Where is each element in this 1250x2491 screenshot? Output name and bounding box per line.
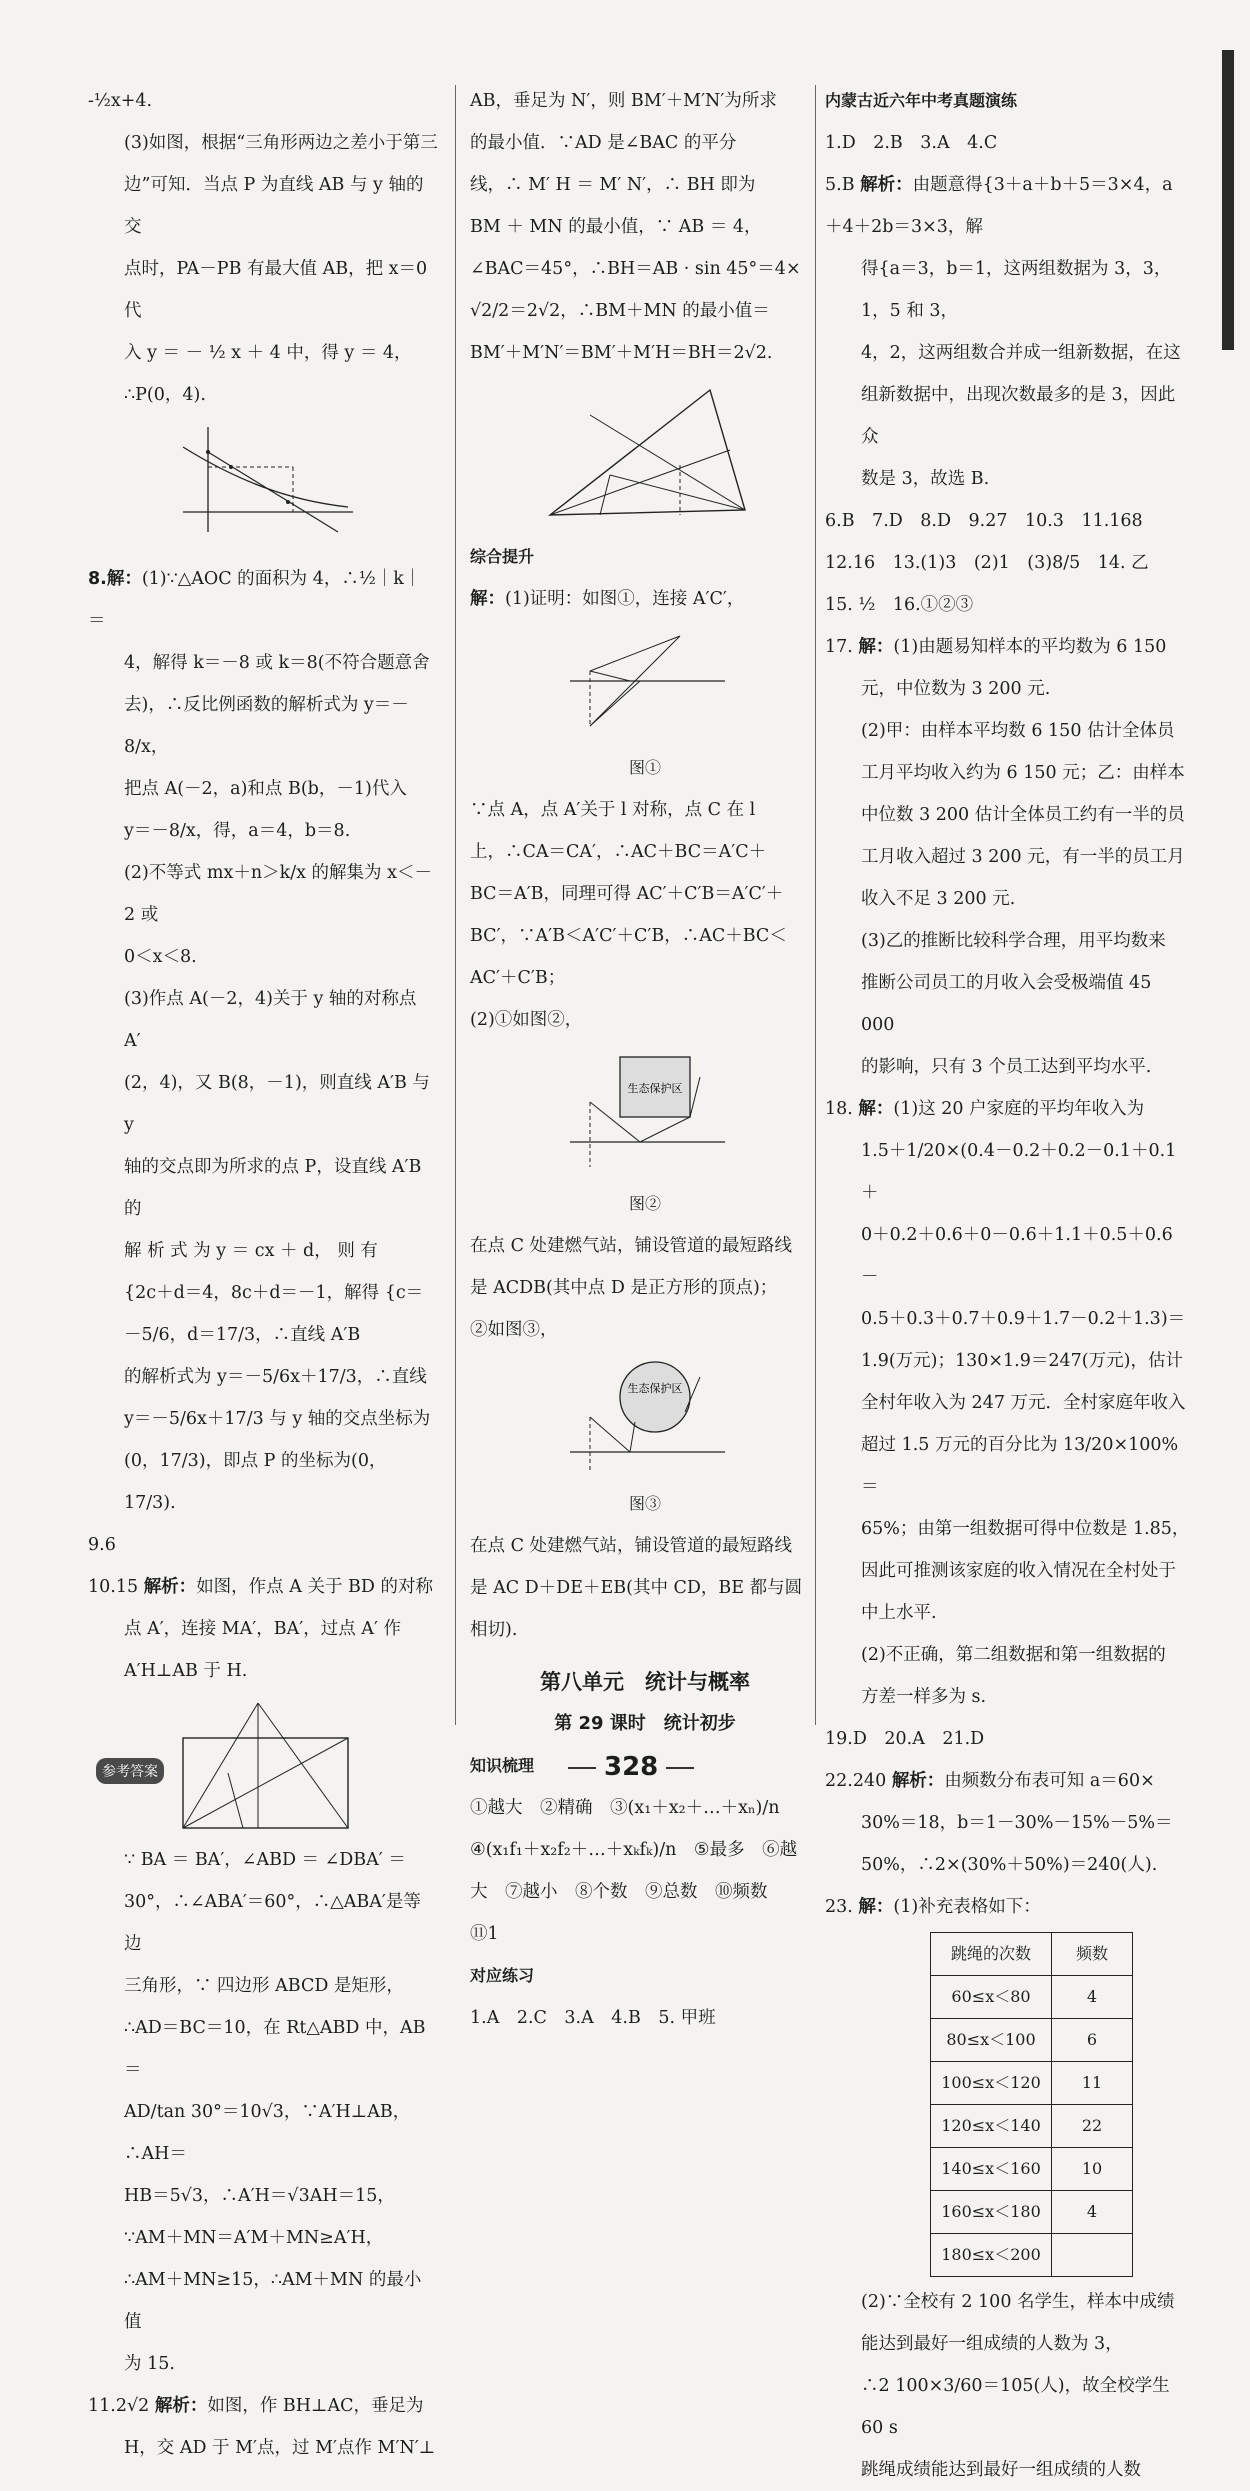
text-line: 超过 1.5 万元的百分比为 13/20×100%＝ <box>861 1435 1179 1497</box>
text-line: 30°，∴∠ABA′＝60°，∴△ABA′是等边 <box>124 1892 421 1954</box>
section-heading: 综合提升 <box>470 547 535 566</box>
table-row <box>931 2234 1133 2277</box>
section-heading: 内蒙古近六年中考真题演练 <box>825 91 1018 110</box>
text-line: 推断公司员工的月收入会受极端值 45 000 <box>861 973 1152 1035</box>
text-line: (1)由题易知样本的平均数为 6 150 <box>893 637 1167 657</box>
question-number: 22.240 <box>825 1771 887 1791</box>
text-line: 12.16 13.(1)3 (2)1 (3)8/5 14. 乙 <box>825 553 1149 573</box>
figure-label: 生态保护区 <box>627 1382 683 1395</box>
text-line: ②如图③， <box>470 1320 558 1340</box>
column-divider <box>455 85 456 1725</box>
text-line: 点 A′，连接 MA′，BA′，过点 A′ 作 <box>124 1619 401 1639</box>
table-row <box>931 2062 1133 2105</box>
text-line: 4，2，这两组数合并成一组新数据，在这 <box>861 343 1181 363</box>
frequency-table <box>930 1932 1133 2277</box>
text-line: 轴的交点即为所求的点 P，设直线 A′B 的 <box>124 1157 422 1219</box>
text-line: 线，∴ M′ H ＝ M′ N′，∴ BH 即为 <box>470 175 756 195</box>
text-line: (2)不正确，第二组数据和第一组数据的 <box>861 1645 1166 1665</box>
text-line: 跳绳成绩能达到最好一组成绩的人数 <box>861 2460 1141 2480</box>
figure-1-reflection <box>560 626 730 741</box>
table-cell: 11 <box>1052 2062 1133 2105</box>
analysis-label: 解析： <box>860 175 913 195</box>
footer-tag: 参考答案 <box>96 1758 164 1784</box>
table-row <box>931 1976 1133 2019</box>
text-line: (3)如图，根据“三角形两边之差小于第三 <box>124 133 438 153</box>
text-line: 大 ⑦越小 ⑧个数 ⑨总数 ⑩频数 <box>470 1882 768 1902</box>
text-line: 1.9(万元)；130×1.9＝247(万元)，估计 <box>861 1351 1183 1371</box>
table-row <box>931 2105 1133 2148</box>
text-line: 三角形，∵ 四边形 ABCD 是矩形， <box>124 1976 404 1996</box>
text-line: -½x+4. <box>88 91 153 111</box>
table-cell: 4 <box>1052 1976 1133 2019</box>
text-line: ∵AM＋MN＝A′M＋MN≥A′H， <box>124 2228 384 2248</box>
table-cell: 4 <box>1052 2191 1133 2234</box>
text-line: ①越大 ②精确 ③(x₁＋x₂＋…＋xₙ)/n <box>470 1798 780 1818</box>
text-line: 如图，作 BH⊥AC，垂足为 <box>207 2396 424 2416</box>
text-line: ∵ BA ＝ BA′，∠ABD ＝ ∠DBA′ ＝ <box>124 1850 406 1870</box>
figure-caption: 图③ <box>628 1494 661 1513</box>
table-cell: 6 <box>1052 2019 1133 2062</box>
text-line: BC＝A′B，同理可得 AC′＋C′B＝A′C′＋ <box>470 884 784 904</box>
text-line: 0＜x＜8. <box>124 947 197 967</box>
question-number: 11.2√2 <box>88 2396 150 2416</box>
text-line: 工月收入超过 3 200 元，有一半的员工月 <box>861 847 1185 867</box>
text-line: A′H⊥AB 于 H. <box>124 1661 248 1681</box>
text-line: AC′＋C′B； <box>470 968 566 988</box>
text-line: (0，17/3)，即点 P 的坐标为(0，17/3). <box>124 1451 387 1513</box>
text-line: 0.5＋0.3＋0.7＋0.9＋1.7－0.2＋1.3)＝ <box>861 1309 1186 1329</box>
figure-3-circle-zone <box>560 1357 730 1477</box>
text-line: 点时，PA－PB 有最大值 AB，把 x＝0 代 <box>124 259 428 321</box>
solution-label: 解： <box>858 1897 894 1917</box>
table-cell: 180≤x＜200 <box>931 2234 1052 2277</box>
text-line: 50%，∴2×(30%＋50%)＝240(人). <box>861 1855 1158 1875</box>
text-line: ∵点 A，点 A′关于 l 对称，点 C 在 l <box>470 800 756 820</box>
text-line: {2c＋d＝4，8c＋d＝－1，解得 {c＝－5/6，d＝17/3，∴直线 A′B <box>124 1283 424 1345</box>
lesson-title: 第 29 课时 统计初步 <box>554 1713 736 1734</box>
text-line: 在点 C 处建燃气站，铺设管道的最短路线 <box>470 1536 793 1556</box>
column-left <box>88 80 438 2469</box>
text-line: BM′＋M′N′＝BM′＋M′H＝BH＝2√2. <box>470 343 773 363</box>
table-cell: 100≤x＜120 <box>931 2062 1052 2105</box>
text-line: 工月平均收入约为 6 150 元；乙：由样本 <box>861 763 1185 783</box>
question-number: 23. <box>825 1897 853 1917</box>
text-line: 边”可知．当点 P 为直线 AB 与 y 轴的交 <box>124 175 424 237</box>
table-cell: 22 <box>1052 2105 1133 2148</box>
analysis-label: 解析： <box>143 1577 197 1597</box>
text-line: 解 析 式 为 y ＝ cx ＋ d， 则 有 <box>124 1241 378 1261</box>
text-line: (1)补充表格如下： <box>893 1897 1041 1917</box>
text-line: 15. ½ 16.①②③ <box>825 595 974 615</box>
figure-q7-graph <box>163 422 363 552</box>
text-line: 收入不足 3 200 元. <box>861 889 1016 909</box>
text-line: (2，4)，又 B(8，－1)，则直线 A′B 与 y <box>124 1073 430 1135</box>
text-line: 把点 A(－2，a)和点 B(b，－1)代入 <box>124 779 407 799</box>
table-cell: 10 <box>1052 2148 1133 2191</box>
solution-label: 解： <box>470 589 505 609</box>
table-cell: 160≤x＜180 <box>931 2191 1052 2234</box>
text-line: 1.D 2.B 3.A 4.C <box>825 133 998 153</box>
figure-2-square-zone <box>560 1047 730 1177</box>
text-line: BM ＋ MN 的最小值，∵ AB ＝ 4， <box>470 217 762 237</box>
text-line: ∴AD＝BC＝10，在 Rt△ABD 中，AB＝ <box>124 2018 426 2080</box>
text-line: BC′，∵A′B＜A′C′＋C′B，∴AC＋BC＜ <box>470 926 787 946</box>
page-edge-mark <box>1222 50 1234 350</box>
text-line: 由题意得{3＋a＋b＋5＝3×4，a＋4＋2b＝3×3，解 <box>825 175 1173 237</box>
text-line: 是 AC D＋DE＋EB(其中 CD，BE 都与圆 <box>470 1578 803 1598</box>
text-line: (2)∵全校有 2 100 名学生，样本中成绩 <box>861 2292 1175 2312</box>
text-line: 1.5＋1/20×(0.4－0.2＋0.2－0.1＋0.1＋ <box>861 1141 1177 1203</box>
text-line: 如图，作点 A 关于 BD 的对称 <box>196 1577 433 1597</box>
text-line: (2)①如图②， <box>470 1010 583 1030</box>
text-line: 的最小值．∵AD 是∠BAC 的平分 <box>470 133 737 153</box>
text-line: 全村年收入为 247 万元．全村家庭年收入 <box>861 1393 1186 1413</box>
text-line: ⑪1 <box>470 1924 499 1944</box>
text-line: 由频数分布表可知 a＝60× <box>944 1771 1155 1791</box>
text-line: 因此可推测该家庭的收入情况在全村处于 <box>861 1561 1176 1581</box>
text-line: 元，中位数为 3 200 元. <box>861 679 1051 699</box>
figure-caption: 图① <box>628 758 661 777</box>
section-heading: 知识梳理 <box>470 1756 535 1775</box>
text-line: 中位数 3 200 估计全体员工约有一半的员 <box>861 805 1185 825</box>
table-header-row <box>931 1933 1133 1976</box>
text-line: 30%＝18，b＝1－30%－15%－5%＝ <box>861 1813 1173 1833</box>
text-line: 组新数据中，出现次数最多的是 3，因此众 <box>861 385 1176 447</box>
table-cell: 80≤x＜100 <box>931 2019 1052 2062</box>
analysis-label: 解析： <box>154 2396 208 2416</box>
text-line: ∴2 100×3/60＝105(人)，故全校学生 60 s <box>861 2376 1170 2438</box>
text-line: 数是 3，故选 B. <box>861 469 990 489</box>
text-line: 能达到最好一组成绩的人数为 3， <box>861 2334 1123 2354</box>
text-line: (2)甲：由样本平均数 6 150 估计全体员 <box>861 721 1175 741</box>
text-line: AD/tan 30°＝10√3，∵A′H⊥AB，∴AH＝ <box>124 2102 411 2164</box>
figure-caption: 图② <box>628 1194 661 1213</box>
question-number: 5.B <box>825 175 855 195</box>
table-row <box>931 2191 1133 2234</box>
table-row <box>931 2148 1133 2191</box>
text-line: (2)不等式 mx＋n＞k/x 的解集为 x＜－2 或 <box>124 863 432 925</box>
text-line: 0＋0.2＋0.6＋0－0.6＋1.1＋0.5＋0.6－ <box>861 1225 1173 1287</box>
text-line: 4，解得 k＝－8 或 k＝8(不符合题意舍 <box>124 653 430 673</box>
figure-q11-triangle <box>530 380 760 530</box>
table-row <box>931 2019 1133 2062</box>
table-cell: 60≤x＜80 <box>931 1976 1052 2019</box>
text-line: ④(x₁f₁＋x₂f₂＋…＋xₖfₖ)/n ⑤最多 ⑥越 <box>470 1840 798 1860</box>
text-line: 相切). <box>470 1620 518 1640</box>
solution-label: 解： <box>858 637 894 657</box>
column-middle <box>470 80 820 2039</box>
table-cell <box>1052 2234 1133 2277</box>
text-line: y＝－8/x，得，a＝4，b＝8. <box>124 821 351 841</box>
section-heading: 对应练习 <box>470 1966 535 1985</box>
unit-title: 第八单元 统计与概率 <box>540 1670 750 1694</box>
text-line: 去)，∴反比例函数的解析式为 y＝－8/x， <box>124 695 409 757</box>
question-number: 17. <box>825 637 853 657</box>
page-number: 328 <box>560 1752 702 1782</box>
text-line: √2/2＝2√2，∴BM＋MN 的最小值＝ <box>470 301 770 321</box>
text-line: ∴P(0，4). <box>124 385 206 405</box>
table-header-cell: 频数 <box>1052 1933 1133 1976</box>
text-line: 入 y ＝ － ½ x ＋ 4 中，得 y ＝ 4， <box>124 343 412 363</box>
solution-label: 解： <box>858 1099 894 1119</box>
text-line: 方差一样多为 s. <box>861 1687 987 1707</box>
text-line: H，交 AD 于 M′点，过 M′点作 M′N′⊥ <box>124 2438 436 2458</box>
text-line: 1.A 2.C 3.A 4.B 5. 甲班 <box>470 2008 716 2028</box>
question-number: 18. <box>825 1099 853 1119</box>
table-cell: 120≤x＜140 <box>931 2105 1052 2148</box>
text-line: 6.B 7.D 8.D 9.27 10.3 11.168 <box>825 511 1143 531</box>
table-header-cell: 跳绳的次数 <box>931 1933 1052 1976</box>
text-line: 的影响，只有 3 个员工达到平均水平. <box>861 1057 1152 1077</box>
text-line: y＝－5/6x＋17/3 与 y 轴的交点坐标为 <box>124 1409 431 1429</box>
question-number: 10.15 <box>88 1577 139 1597</box>
column-right <box>825 80 1190 2491</box>
text-line: 9.6 <box>88 1535 116 1555</box>
figure-q10-rectangle <box>163 1698 363 1833</box>
analysis-label: 解析： <box>891 1771 945 1791</box>
text-line: (3)作点 A(－2，4)关于 y 轴的对称点 A′ <box>124 989 417 1051</box>
text-line: (1)证明：如图①，连接 A′C′， <box>505 589 745 609</box>
text-line: 中上水平. <box>861 1603 937 1623</box>
question-number: 8. <box>88 569 107 589</box>
text-line: 在点 C 处建燃气站，铺设管道的最短路线 <box>470 1236 793 1256</box>
text-line: HB＝5√3，∴A′H＝√3AH＝15， <box>124 2186 395 2206</box>
text-line: (1)∵△AOC 的面积为 4，∴½｜k｜＝ <box>88 569 422 631</box>
figure-label: 生态保护区 <box>627 1082 683 1095</box>
text-line: (3)乙的推断比较科学合理，用平均数来 <box>861 931 1166 951</box>
text-line: ∠BAC＝45°，∴BH＝AB · sin 45°＝4× <box>470 259 801 279</box>
text-line: 的解析式为 y＝－5/6x＋17/3，∴直线 <box>124 1367 427 1387</box>
text-line: 19.D 20.A 21.D <box>825 1729 985 1749</box>
text-line: 65%；由第一组数据可得中位数是 1.85， <box>861 1519 1190 1539</box>
text-line: ∴AM＋MN≥15，∴AM＋MN 的最小值 <box>124 2270 422 2332</box>
solution-label: 解： <box>106 569 142 589</box>
text-line: (1)这 20 户家庭的平均年收入为 <box>893 1099 1145 1119</box>
table-cell: 140≤x＜160 <box>931 2148 1052 2191</box>
text-line: 得{a＝3，b＝1，这两组数据为 3，3，1，5 和 3， <box>861 259 1172 321</box>
text-line: 是 ACDB(其中点 D 是正方形的顶点)； <box>470 1278 778 1298</box>
text-line: 为 15. <box>124 2354 175 2374</box>
text-line: AB，垂足为 N′，则 BM′＋M′N′为所求 <box>470 91 777 111</box>
text-line: 上，∴CA＝CA′，∴AC＋BC＝A′C＋ <box>470 842 767 862</box>
